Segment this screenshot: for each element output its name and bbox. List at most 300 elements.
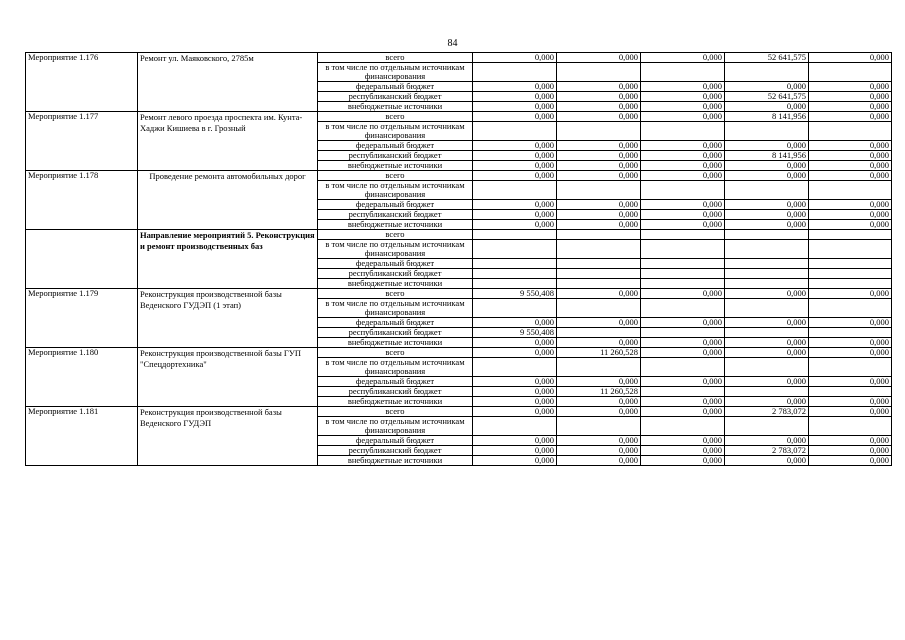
value-cell: 52 641,575 — [725, 53, 809, 63]
funding-source-cell: республиканский бюджет — [318, 328, 473, 338]
value-cell: 0,000 — [809, 377, 892, 387]
value-cell: 0,000 — [725, 397, 809, 407]
funding-source-cell: в том числе по отдельным источникам финансирования — [318, 122, 473, 141]
description-cell — [138, 318, 318, 328]
table-row — [26, 102, 892, 112]
value-cell: 0,000 — [473, 112, 557, 122]
funding-source-cell: в том числе по отдельным источникам финансирования — [318, 358, 473, 377]
value-cell: 0,000 — [557, 171, 641, 181]
description-cell — [138, 82, 318, 92]
value-cell: 52 641,575 — [725, 92, 809, 102]
value-cell — [641, 259, 725, 269]
funding-source-cell: в том числе по отдельным источникам финансирования — [318, 240, 473, 259]
value-cell: 0,000 — [641, 82, 725, 92]
value-cell — [641, 181, 725, 200]
value-cell — [725, 122, 809, 141]
value-cell: 0,000 — [725, 348, 809, 358]
description-cell — [138, 397, 318, 407]
table-row — [26, 82, 892, 92]
value-cell: 0,000 — [557, 112, 641, 122]
value-cell: 0,000 — [809, 171, 892, 181]
description-cell — [138, 348, 318, 369]
description-cell — [138, 151, 318, 161]
value-cell — [809, 299, 892, 318]
value-cell: 0,000 — [473, 436, 557, 446]
value-cell: 0,000 — [473, 318, 557, 328]
funding-source-cell: всего — [318, 53, 473, 63]
description-cell — [138, 279, 318, 289]
description-cell — [138, 102, 318, 112]
table-row — [26, 456, 892, 466]
value-cell: 0,000 — [725, 377, 809, 387]
event-cell — [26, 210, 138, 220]
value-cell — [641, 240, 725, 259]
value-cell: 0,000 — [809, 397, 892, 407]
value-cell: 0,000 — [473, 456, 557, 466]
value-cell — [473, 63, 557, 82]
event-cell — [26, 220, 138, 230]
value-cell: 0,000 — [557, 200, 641, 210]
value-cell: 0,000 — [641, 456, 725, 466]
description-cell — [138, 377, 318, 387]
event-cell — [26, 63, 138, 82]
value-cell: 0,000 — [809, 338, 892, 348]
value-cell: 0,000 — [557, 53, 641, 63]
table-row — [26, 407, 892, 417]
value-cell: 0,000 — [725, 318, 809, 328]
funding-source-cell: федеральный бюджет — [318, 82, 473, 92]
value-cell — [473, 417, 557, 436]
value-cell: 0,000 — [473, 210, 557, 220]
funding-source-cell: всего — [318, 289, 473, 299]
value-cell: 0,000 — [557, 289, 641, 299]
value-cell: 0,000 — [641, 161, 725, 171]
value-cell — [725, 259, 809, 269]
event-cell — [26, 456, 138, 466]
value-cell: 0,000 — [473, 397, 557, 407]
funding-source-cell: федеральный бюджет — [318, 141, 473, 151]
value-cell: 0,000 — [641, 338, 725, 348]
value-cell: 0,000 — [641, 436, 725, 446]
value-cell: 0,000 — [809, 102, 892, 112]
value-cell — [725, 299, 809, 318]
description-cell — [138, 112, 318, 133]
description-text: Направление мероприятий 5. Реконструкция и ремонт производственных баз — [140, 230, 315, 251]
table-row — [26, 112, 892, 122]
table-row — [26, 318, 892, 328]
description-cell — [138, 171, 318, 181]
table-row — [26, 269, 892, 279]
value-cell — [725, 230, 809, 240]
value-cell — [557, 269, 641, 279]
description-text: Проведение ремонта автомобильных дорог — [149, 171, 306, 181]
value-cell — [473, 259, 557, 269]
funding-source-cell: внебюджетные источники — [318, 456, 473, 466]
value-cell — [473, 181, 557, 200]
value-cell: 0,000 — [641, 210, 725, 220]
table-row — [26, 397, 892, 407]
table-row — [26, 289, 892, 299]
table-row — [26, 377, 892, 387]
description-cell — [138, 328, 318, 338]
budget-table — [25, 52, 892, 466]
value-cell: 0,000 — [473, 92, 557, 102]
value-cell: 0,000 — [641, 141, 725, 151]
description-cell — [138, 181, 318, 200]
event-cell: Мероприятие 1.176 — [26, 53, 138, 63]
value-cell — [641, 122, 725, 141]
event-cell — [26, 338, 138, 348]
table-row — [26, 141, 892, 151]
value-cell: 0,000 — [557, 92, 641, 102]
value-cell — [725, 269, 809, 279]
funding-source-cell: в том числе по отдельным источникам финансирования — [318, 181, 473, 200]
value-cell: 0,000 — [557, 102, 641, 112]
value-cell — [557, 181, 641, 200]
event-cell — [26, 377, 138, 387]
value-cell: 0,000 — [641, 348, 725, 358]
funding-source-cell: всего — [318, 348, 473, 358]
event-cell — [26, 161, 138, 171]
table-row — [26, 63, 892, 82]
funding-source-cell: республиканский бюджет — [318, 269, 473, 279]
value-cell: 0,000 — [809, 151, 892, 161]
value-cell: 0,000 — [557, 338, 641, 348]
value-cell — [725, 387, 809, 397]
value-cell: 0,000 — [557, 407, 641, 417]
funding-source-cell: внебюджетные источники — [318, 338, 473, 348]
funding-source-cell: всего — [318, 230, 473, 240]
value-cell: 0,000 — [809, 407, 892, 417]
value-cell: 0,000 — [473, 141, 557, 151]
description-text: Реконструкция производственной базы ГУП "Спецдортехника" — [140, 348, 301, 369]
value-cell — [809, 230, 892, 240]
value-cell: 0,000 — [473, 102, 557, 112]
value-cell: 0,000 — [725, 456, 809, 466]
value-cell — [557, 328, 641, 338]
value-cell: 0,000 — [725, 200, 809, 210]
table-row — [26, 161, 892, 171]
value-cell: 0,000 — [557, 151, 641, 161]
funding-source-cell: всего — [318, 171, 473, 181]
event-cell — [26, 151, 138, 161]
value-cell: 0,000 — [725, 102, 809, 112]
event-cell — [26, 446, 138, 456]
funding-source-cell: внебюджетные источники — [318, 397, 473, 407]
value-cell: 0,000 — [557, 318, 641, 328]
value-cell: 0,000 — [641, 407, 725, 417]
value-cell: 0,000 — [725, 436, 809, 446]
value-cell: 0,000 — [473, 446, 557, 456]
value-cell: 0,000 — [641, 112, 725, 122]
event-cell — [26, 240, 138, 259]
value-cell: 0,000 — [473, 82, 557, 92]
value-cell — [473, 240, 557, 259]
description-cell — [138, 387, 318, 397]
value-cell: 0,000 — [809, 161, 892, 171]
description-cell — [138, 407, 318, 428]
description-cell — [138, 230, 318, 251]
value-cell: 0,000 — [809, 436, 892, 446]
event-cell — [26, 436, 138, 446]
table-row — [26, 446, 892, 456]
event-cell — [26, 318, 138, 328]
value-cell — [809, 181, 892, 200]
event-cell: Мероприятие 1.178 — [26, 171, 138, 181]
value-cell — [557, 122, 641, 141]
value-cell: 0,000 — [473, 220, 557, 230]
value-cell — [641, 358, 725, 377]
funding-source-cell: федеральный бюджет — [318, 200, 473, 210]
value-cell — [641, 279, 725, 289]
value-cell: 0,000 — [809, 318, 892, 328]
value-cell: 0,000 — [557, 141, 641, 151]
value-cell: 0,000 — [809, 53, 892, 63]
value-cell — [473, 279, 557, 289]
event-cell: Мероприятие 1.179 — [26, 289, 138, 299]
table-row — [26, 348, 892, 358]
value-cell — [641, 63, 725, 82]
event-cell — [26, 259, 138, 269]
value-cell — [809, 122, 892, 141]
value-cell: 0,000 — [809, 112, 892, 122]
value-cell — [473, 269, 557, 279]
funding-source-cell: всего — [318, 407, 473, 417]
funding-source-cell: республиканский бюджет — [318, 387, 473, 397]
value-cell — [557, 240, 641, 259]
value-cell: 0,000 — [473, 348, 557, 358]
table-row — [26, 328, 892, 338]
value-cell: 0,000 — [641, 171, 725, 181]
value-cell: 0,000 — [641, 397, 725, 407]
value-cell — [473, 358, 557, 377]
value-cell: 0,000 — [725, 161, 809, 171]
funding-source-cell: внебюджетные источники — [318, 161, 473, 171]
value-cell: 0,000 — [473, 377, 557, 387]
table-row — [26, 387, 892, 397]
value-cell: 2 783,072 — [725, 407, 809, 417]
table-row — [26, 338, 892, 348]
description-text: Ремонт ул. Маяковского, 2785м — [140, 53, 254, 63]
event-cell — [26, 122, 138, 141]
table-row — [26, 171, 892, 181]
value-cell — [557, 417, 641, 436]
event-cell — [26, 230, 138, 240]
table-row — [26, 200, 892, 210]
value-cell: 0,000 — [557, 161, 641, 171]
value-cell: 11 260,528 — [557, 348, 641, 358]
funding-source-cell: республиканский бюджет — [318, 210, 473, 220]
value-cell: 0,000 — [641, 220, 725, 230]
value-cell: 0,000 — [557, 436, 641, 446]
value-cell: 0,000 — [725, 220, 809, 230]
value-cell: 0,000 — [473, 171, 557, 181]
value-cell: 0,000 — [641, 318, 725, 328]
description-cell — [138, 63, 318, 82]
value-cell: 0,000 — [473, 161, 557, 171]
description-cell — [138, 220, 318, 230]
value-cell: 0,000 — [809, 220, 892, 230]
description-text: Реконструкция производственной базы Веденского ГУДЭП (1 этап) — [140, 289, 282, 310]
description-cell — [138, 456, 318, 466]
description-cell — [138, 210, 318, 220]
value-cell — [809, 417, 892, 436]
funding-source-cell: всего — [318, 112, 473, 122]
event-cell — [26, 141, 138, 151]
value-cell: 0,000 — [641, 102, 725, 112]
value-cell: 0,000 — [725, 171, 809, 181]
value-cell — [809, 328, 892, 338]
table-row — [26, 259, 892, 269]
value-cell — [725, 181, 809, 200]
value-cell: 0,000 — [809, 446, 892, 456]
table-row — [26, 210, 892, 220]
value-cell: 8 141,956 — [725, 112, 809, 122]
table-row — [26, 151, 892, 161]
value-cell: 0,000 — [809, 210, 892, 220]
value-cell: 0,000 — [725, 141, 809, 151]
event-cell — [26, 358, 138, 377]
value-cell — [725, 279, 809, 289]
value-cell: 0,000 — [641, 151, 725, 161]
value-cell: 0,000 — [557, 446, 641, 456]
value-cell: 0,000 — [557, 456, 641, 466]
value-cell — [641, 299, 725, 318]
value-cell — [809, 387, 892, 397]
funding-source-cell: в том числе по отдельным источникам финансирования — [318, 417, 473, 436]
value-cell: 0,000 — [641, 289, 725, 299]
page-number: 84 — [447, 38, 458, 49]
description-cell — [138, 289, 318, 310]
value-cell — [641, 230, 725, 240]
value-cell: 0,000 — [473, 53, 557, 63]
event-cell — [26, 279, 138, 289]
value-cell — [557, 358, 641, 377]
event-cell — [26, 102, 138, 112]
value-cell: 0,000 — [725, 82, 809, 92]
value-cell: 0,000 — [641, 446, 725, 456]
value-cell — [641, 328, 725, 338]
funding-source-cell: в том числе по отдельным источникам финансирования — [318, 63, 473, 82]
event-cell — [26, 417, 138, 436]
value-cell — [725, 417, 809, 436]
funding-source-cell: внебюджетные источники — [318, 220, 473, 230]
value-cell: 0,000 — [809, 456, 892, 466]
value-cell: 8 141,956 — [725, 151, 809, 161]
value-cell — [809, 279, 892, 289]
value-cell: 0,000 — [557, 82, 641, 92]
value-cell — [809, 269, 892, 279]
value-cell: 0,000 — [809, 200, 892, 210]
value-cell: 0,000 — [473, 407, 557, 417]
value-cell: 0,000 — [557, 210, 641, 220]
value-cell: 0,000 — [809, 82, 892, 92]
value-cell: 0,000 — [473, 387, 557, 397]
value-cell — [641, 387, 725, 397]
event-cell: Мероприятие 1.181 — [26, 407, 138, 417]
description-cell — [138, 446, 318, 456]
event-cell: Мероприятие 1.180 — [26, 348, 138, 358]
value-cell: 0,000 — [641, 53, 725, 63]
description-cell — [138, 338, 318, 348]
value-cell: 0,000 — [557, 220, 641, 230]
value-cell — [557, 63, 641, 82]
value-cell: 0,000 — [641, 200, 725, 210]
value-cell — [809, 259, 892, 269]
description-text: Реконструкция производственной базы Веденского ГУДЭП — [140, 407, 282, 428]
value-cell: 9 550,408 — [473, 328, 557, 338]
value-cell — [725, 328, 809, 338]
value-cell: 0,000 — [725, 289, 809, 299]
event-cell — [26, 269, 138, 279]
value-cell: 0,000 — [641, 377, 725, 387]
event-cell — [26, 387, 138, 397]
description-cell — [138, 141, 318, 151]
event-cell: Мероприятие 1.177 — [26, 112, 138, 122]
table-row — [26, 181, 892, 200]
event-cell — [26, 328, 138, 338]
description-cell — [138, 53, 318, 63]
value-cell: 0,000 — [473, 200, 557, 210]
funding-source-cell: федеральный бюджет — [318, 377, 473, 387]
value-cell: 11 260,528 — [557, 387, 641, 397]
event-cell — [26, 181, 138, 200]
funding-source-cell: федеральный бюджет — [318, 318, 473, 328]
value-cell: 0,000 — [641, 92, 725, 102]
value-cell: 0,000 — [725, 338, 809, 348]
event-cell — [26, 82, 138, 92]
description-cell — [138, 269, 318, 279]
funding-source-cell: республиканский бюджет — [318, 92, 473, 102]
table-row — [26, 436, 892, 446]
value-cell — [557, 299, 641, 318]
value-cell — [557, 279, 641, 289]
event-cell — [26, 200, 138, 210]
value-cell: 0,000 — [725, 210, 809, 220]
value-cell — [809, 63, 892, 82]
value-cell: 0,000 — [809, 289, 892, 299]
value-cell — [473, 122, 557, 141]
funding-source-cell: федеральный бюджет — [318, 436, 473, 446]
table-row — [26, 92, 892, 102]
table-row — [26, 220, 892, 230]
event-cell — [26, 397, 138, 407]
description-cell — [138, 161, 318, 171]
description-cell — [138, 436, 318, 446]
funding-source-cell: внебюджетные источники — [318, 102, 473, 112]
value-cell — [725, 358, 809, 377]
value-cell — [641, 269, 725, 279]
value-cell — [557, 259, 641, 269]
event-cell — [26, 299, 138, 318]
value-cell: 0,000 — [473, 338, 557, 348]
funding-source-cell: внебюджетные источники — [318, 279, 473, 289]
funding-source-cell: республиканский бюджет — [318, 446, 473, 456]
value-cell — [725, 240, 809, 259]
table-row — [26, 53, 892, 63]
value-cell — [725, 63, 809, 82]
table-row — [26, 230, 892, 240]
value-cell: 9 550,408 — [473, 289, 557, 299]
description-cell — [138, 259, 318, 269]
value-cell: 0,000 — [557, 377, 641, 387]
value-cell: 0,000 — [473, 151, 557, 161]
value-cell: 2 783,072 — [725, 446, 809, 456]
value-cell: 0,000 — [557, 397, 641, 407]
table-row — [26, 279, 892, 289]
funding-source-cell: федеральный бюджет — [318, 259, 473, 269]
description-text: Ремонт левого проезда проспекта им. Кунта-Хаджи Кишиева в г. Грозный — [140, 112, 303, 133]
